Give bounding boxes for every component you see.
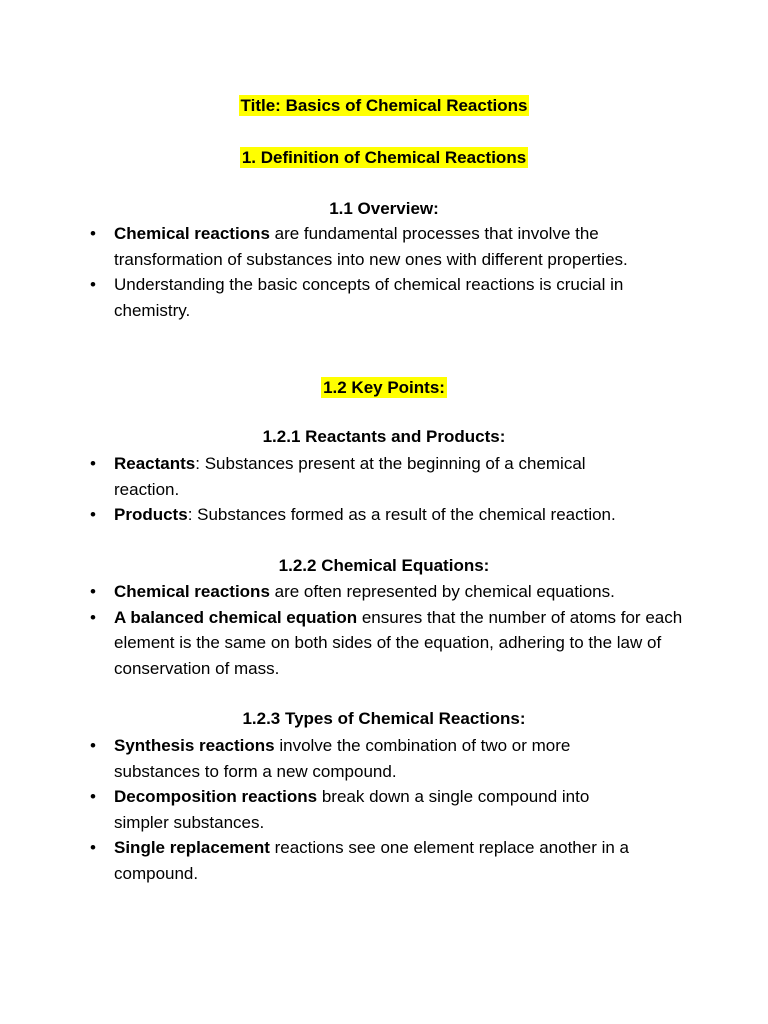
section-highlight: 1. Definition of Chemical Reactions: [241, 148, 527, 167]
term-bold: Chemical reactions: [114, 582, 270, 601]
term-bold: Reactants: [114, 454, 196, 473]
reactants-list: [88, 451, 648, 528]
subheading-overview: 1.1 Overview:: [329, 199, 439, 218]
list-item: [88, 451, 648, 502]
bullet-icon: •: [90, 505, 96, 524]
term-bold: Synthesis reactions: [114, 736, 275, 755]
subheading-reactants-products: 1.2.1 Reactants and Products:: [262, 427, 506, 446]
term-bold: Products: [114, 505, 188, 524]
bullet-icon: •: [90, 275, 96, 294]
list-item: [88, 579, 688, 605]
bullet-icon: •: [90, 224, 96, 243]
item-text: Understanding the basic concepts of chemical reactions is crucial in chemistry.: [114, 275, 624, 320]
list-item: [88, 784, 648, 835]
document-title: [0, 95, 768, 117]
list-item: [88, 502, 648, 528]
bullet-icon: •: [90, 582, 96, 601]
term-bold: Single replacement: [114, 838, 270, 857]
list-item: [88, 605, 688, 682]
title-highlight: Title: Basics of Chemical Reactions: [240, 96, 528, 115]
item-text: : Substances present at the beginning of a chemical reaction.: [114, 454, 586, 499]
list-item: [88, 733, 648, 784]
bullet-icon: •: [90, 736, 96, 755]
equations-list: [88, 579, 688, 681]
bullet-icon: •: [90, 607, 96, 627]
overview-list: [88, 221, 648, 323]
item-text: involve the combination of two or more substances to form a new compound.: [114, 736, 571, 781]
list-item: [88, 272, 648, 323]
term-bold: Decomposition reactions: [114, 787, 318, 806]
subheading-key-points: [0, 377, 768, 399]
item-text: ensures that the number of atoms for each element is the same on both sides of the equation, adhering to the law of conservation of mass.: [114, 607, 683, 678]
subheading-chemical-equations: 1.2.2 Chemical Equations:: [278, 556, 490, 575]
item-text: reactions see one element replace another in a compound.: [114, 838, 630, 883]
list-item: [88, 221, 648, 272]
section-heading-definition: [0, 147, 768, 169]
item-text: : Substances formed as a result of the chemical reaction.: [187, 505, 616, 524]
types-list: [88, 733, 648, 886]
item-text: are fundamental processes that involve the transformation of substances into new ones with different properties.: [114, 224, 628, 269]
list-item: [88, 835, 648, 886]
term-bold: A balanced chemical equation: [114, 607, 358, 627]
term-bold: Chemical reactions: [114, 224, 270, 243]
item-text: break down a single compound into simpler substances.: [114, 787, 590, 832]
bullet-icon: •: [90, 454, 96, 473]
item-text: are often represented by chemical equations.: [269, 582, 615, 601]
subheading-types-of-reactions: 1.2.3 Types of Chemical Reactions:: [242, 709, 526, 728]
bullet-icon: •: [90, 787, 96, 806]
key-points-highlight: 1.2 Key Points:: [323, 378, 445, 397]
bullet-icon: •: [90, 838, 96, 857]
